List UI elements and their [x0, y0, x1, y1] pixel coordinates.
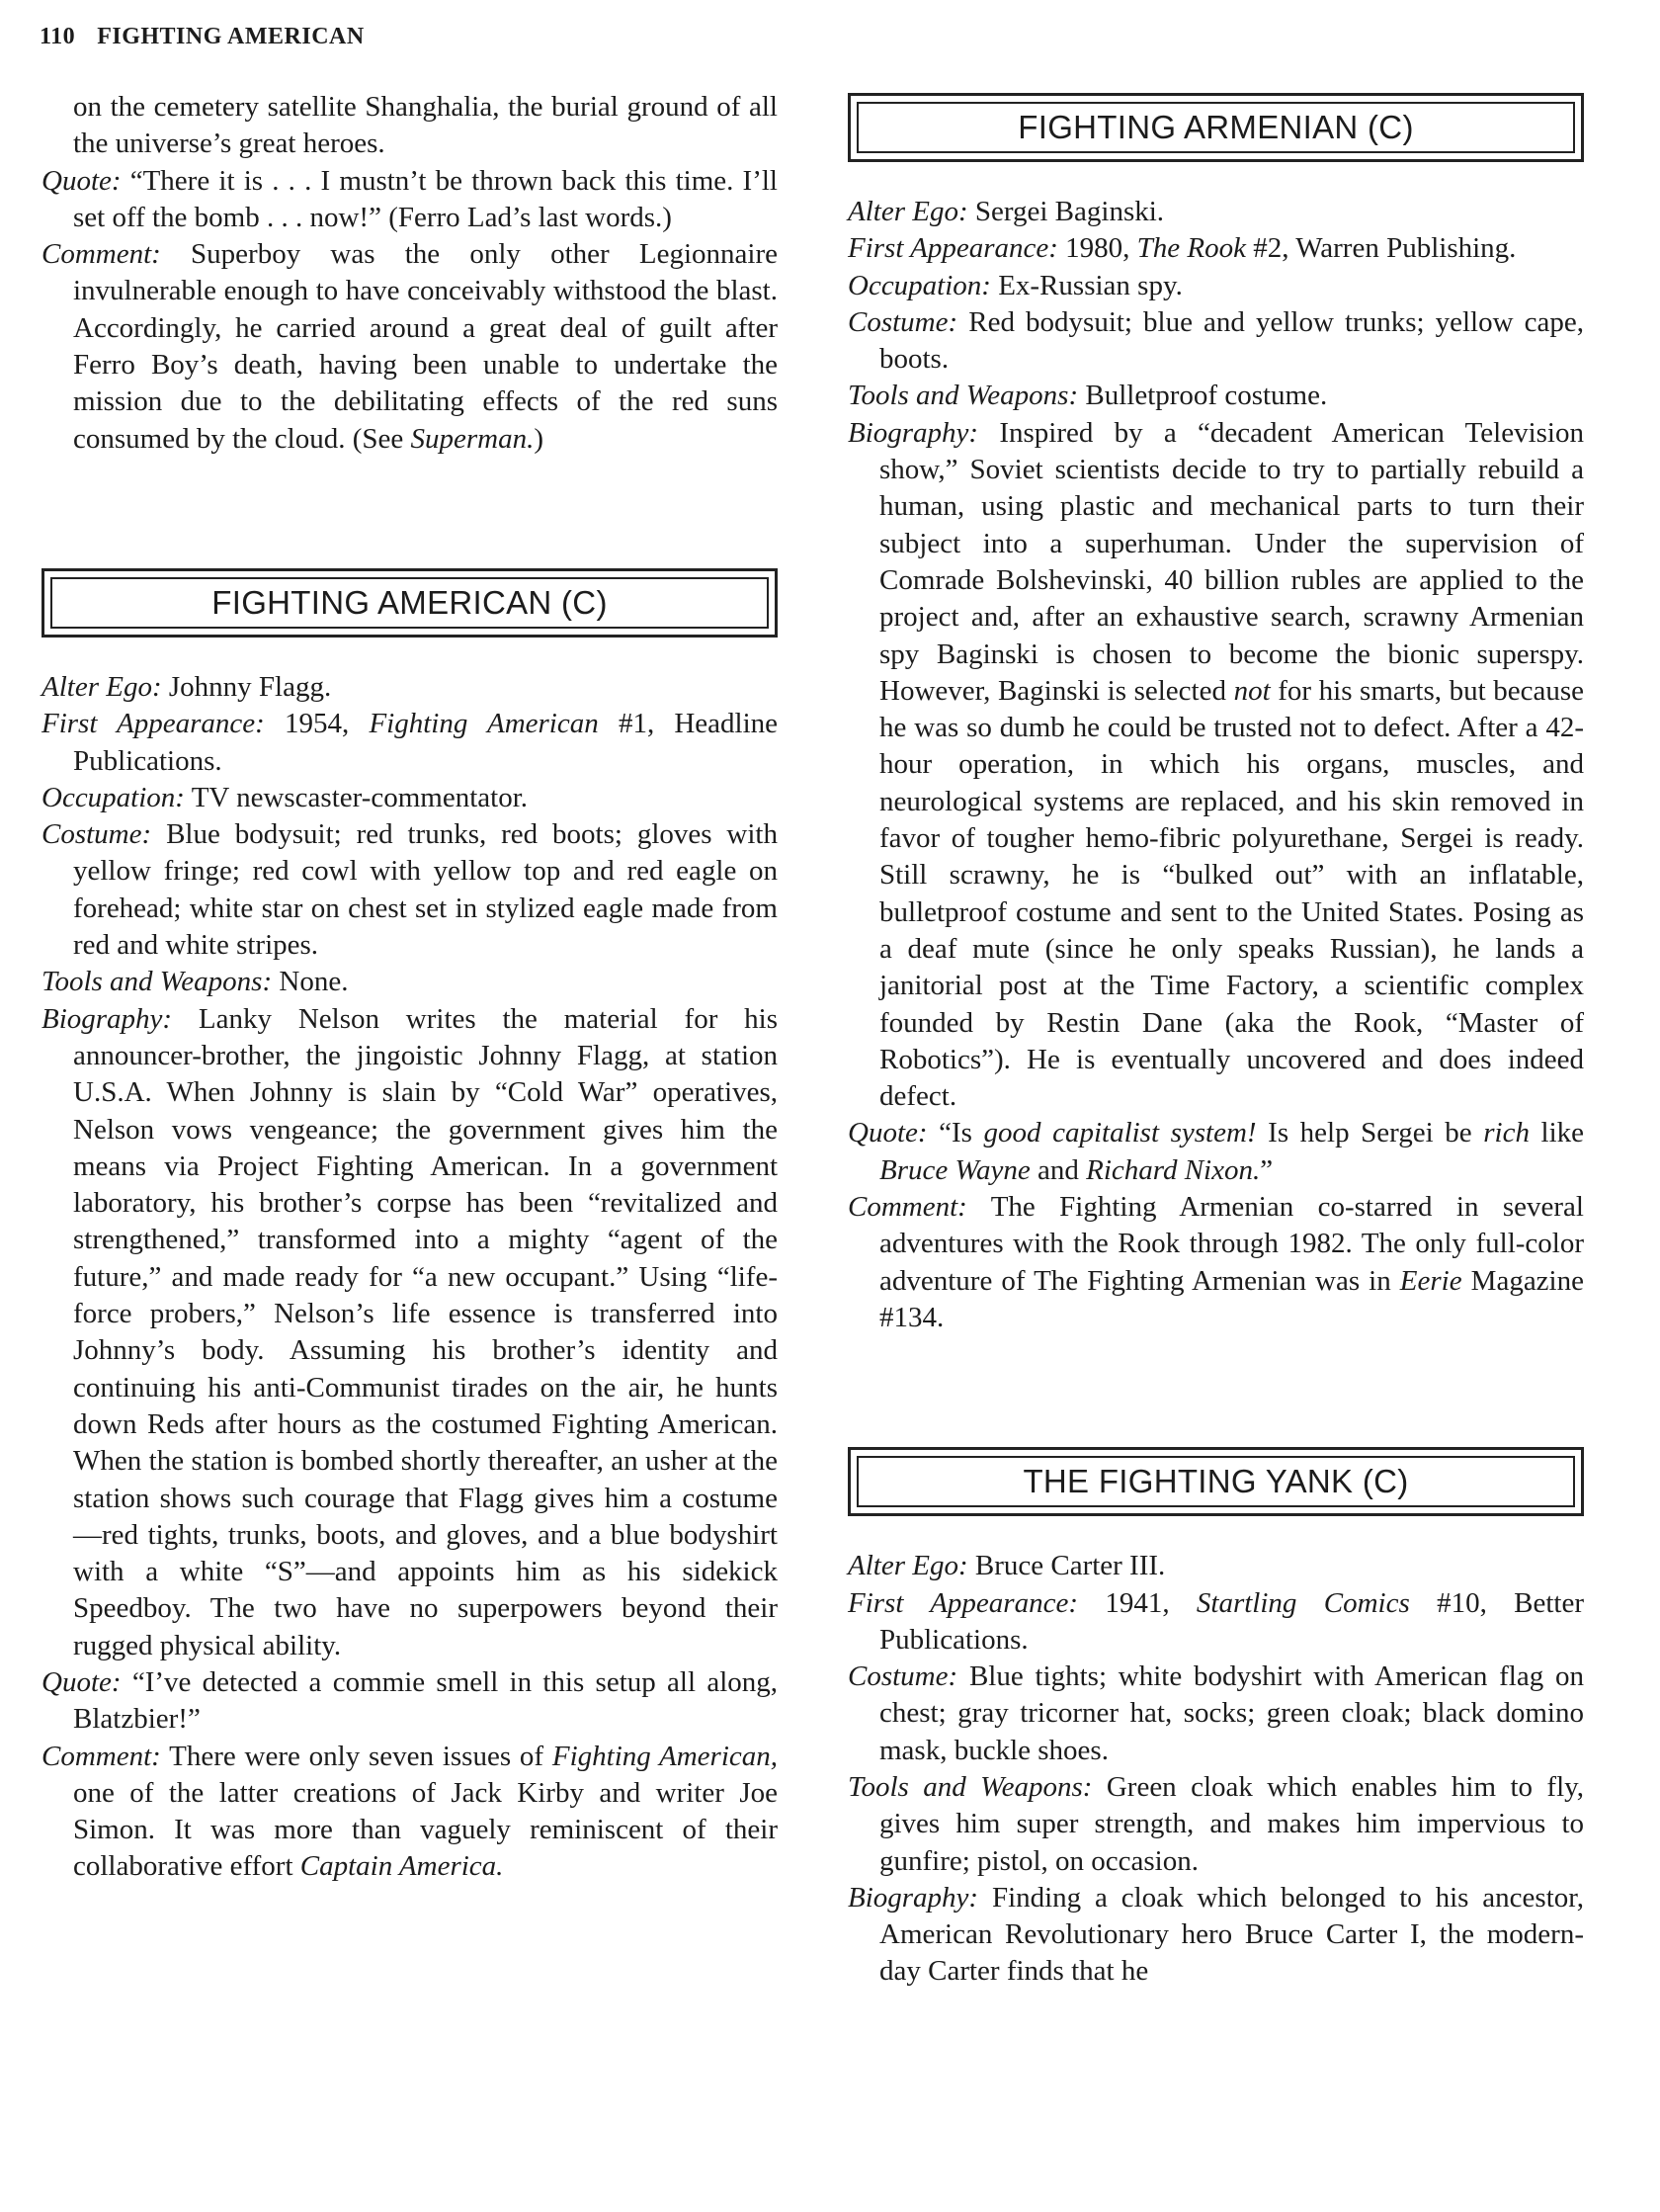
- left-column: [42, 89, 778, 1886]
- right-column: [848, 93, 1584, 1991]
- entry-title-box: [42, 568, 778, 638]
- field-occupation: Occupation: Ex-Russian spy.: [848, 269, 1183, 301]
- field-tools: Tools and Weapons: None.: [42, 966, 349, 998]
- field-first-appearance: First Appearance: 1980, The Rook #2, Warren Publishing.: [848, 232, 1517, 265]
- field-alter-ego: Alter Ego: Johnny Flagg.: [42, 670, 332, 703]
- field-occupation: Occupation: TV newscaster-commentator.: [42, 781, 529, 813]
- field-costume: Costume: Blue tights; white bodyshirt with American flag on chest; gray tricorner hat, socks; green cloak; black domino mask, buckle shoes.: [848, 1660, 1584, 1766]
- page-number: 110: [40, 24, 76, 49]
- field-biography: Biography: Lanky Nelson writes the material for his announcer-brother, the jingoistic Johnny Flagg, at station U.S.A. When Johnny is slain by “Cold War” operatives, Nelson vows vengeance; the government gives him the means via Project Fighting American. In a government laboratory, his brother’s corpse has been “revitalized and strengthened,” transformed into a mighty “agent of the future,” and made ready for “a new occupant.” Using “life-force probers,” Nelson’s life essence is transferred into Johnny’s body. Assuming his brother’s identity and continuing his anti-Communist tirades on the air, he hunts down Reds after hours as the costumed Fighting American. When the station is bombed shortly thereafter, an usher at the station shows such courage that Flagg gives him a costume—red tights, trunks, boots, and gloves, and a blue bodyshirt with a white “S”—and appoints him as his sidekick Speedboy. The two have no superpowers beyond their rugged physical ability.: [42, 1002, 779, 1661]
- entry-title-box: [848, 1447, 1584, 1516]
- field-biography: Biography: Finding a cloak which belonged to his ancestor, American Revolutionary hero Bruce Carter I, the modern-day Carter finds that he: [848, 1881, 1584, 1988]
- continued-paragraph: on the cemetery satellite Shanghalia, the burial ground of all the universe’s great heroes.: [73, 91, 778, 160]
- continued-comment: Comment: Superboy was the only other Legionnaire invulnerable enough to have conceivably withstood the blast. Accordingly, he carried around a great deal of guilt after Ferro Boy’s death, having been unable to undertake the mission due to the debilitating effects of the red suns consumed by the cloud. (See Superman.): [42, 238, 779, 455]
- entry-title: FIGHTING ARMENIAN (C): [857, 102, 1575, 153]
- entry-title: FIGHTING AMERICAN (C): [50, 577, 769, 629]
- field-quote: Quote: “Is good capitalist system! Is help Sergei be rich like Bruce Wayne and Richard Nixon.”: [848, 1117, 1585, 1186]
- entry-title: THE FIGHTING YANK (C): [857, 1456, 1575, 1507]
- continued-quote: Quote: “There it is . . . I mustn’t be thrown back this time. I’ll set off the bomb . . . now!” (Ferro Lad’s last words.): [42, 164, 778, 233]
- field-tools: Tools and Weapons: Bulletproof costume.: [848, 380, 1328, 412]
- running-head: [40, 24, 365, 50]
- field-first-appearance: First Appearance: 1954, Fighting American #1, Headline Publications.: [42, 708, 779, 777]
- field-comment: Comment: There were only seven issues of Fighting American, one of the latter creations of Jack Kirby and writer Joe Simon. It was more than vaguely reminiscent of their collaborative effort Captain America.: [42, 1740, 779, 1883]
- entry-title-box: [848, 93, 1584, 162]
- running-title: FIGHTING AMERICAN: [97, 24, 365, 49]
- field-quote: Quote: “I’ve detected a commie smell in this setup all along, Blatzbier!”: [42, 1665, 779, 1736]
- field-alter-ego: Alter Ego: Bruce Carter III.: [848, 1550, 1166, 1582]
- field-first-appearance: First Appearance: 1941, Startling Comics #10, Better Publications.: [848, 1586, 1584, 1656]
- field-alter-ego: Alter Ego: Sergei Baginski.: [848, 196, 1165, 227]
- field-tools: Tools and Weapons: Green cloak which enables him to fly, gives him super strength, and makes him impervious to gunfire; pistol, on occasion.: [848, 1770, 1584, 1877]
- field-costume: Costume: Blue bodysuit; red trunks, red boots; gloves with yellow fringe; red cowl with yellow top and red eagle on forehead; white star on chest set in stylized eagle made from red and white stripes.: [42, 818, 778, 962]
- field-costume: Costume: Red bodysuit; blue and yellow trunks; yellow cape, boots.: [848, 305, 1584, 376]
- field-biography: Biography: Inspired by a “decadent American Television show,” Soviet scientists decide to try to partially rebuild a human, using plastic and mechanical parts to turn their subject into a superhuman. Under the supervision of Comrade Bolshevinski, 40 billion rubles are applied to the project and, after an exhaustive search, scrawny Armenian spy Baginski is chosen to become the bionic superspy. However, Baginski is selected not for his smarts, but because he was so dumb he could be trusted not to defect. After a 42-hour operation, in which his organs, muscles, and neurological systems are replaced, and his skin removed in favor of tougher hemo-fibric polyurethane, Sergei is ready. Still scrawny, he is “bulked out” with an inflatable, bulletproof costume and sent to the United States. Posing as a deaf mute (since he only speaks Russian), he lands a janitorial post at the Time Factory, a scientific complex founded by Restin Dane (aka the Rook, “Master of Robotics”). He is eventually uncovered and does indeed defect.: [848, 416, 1585, 1113]
- field-comment: Comment: The Fighting Armenian co-starred in several adventures with the Rook through 1982. The only full-color adventure of The Fighting Armenian was in Eerie Magazine #134.: [848, 1191, 1584, 1333]
